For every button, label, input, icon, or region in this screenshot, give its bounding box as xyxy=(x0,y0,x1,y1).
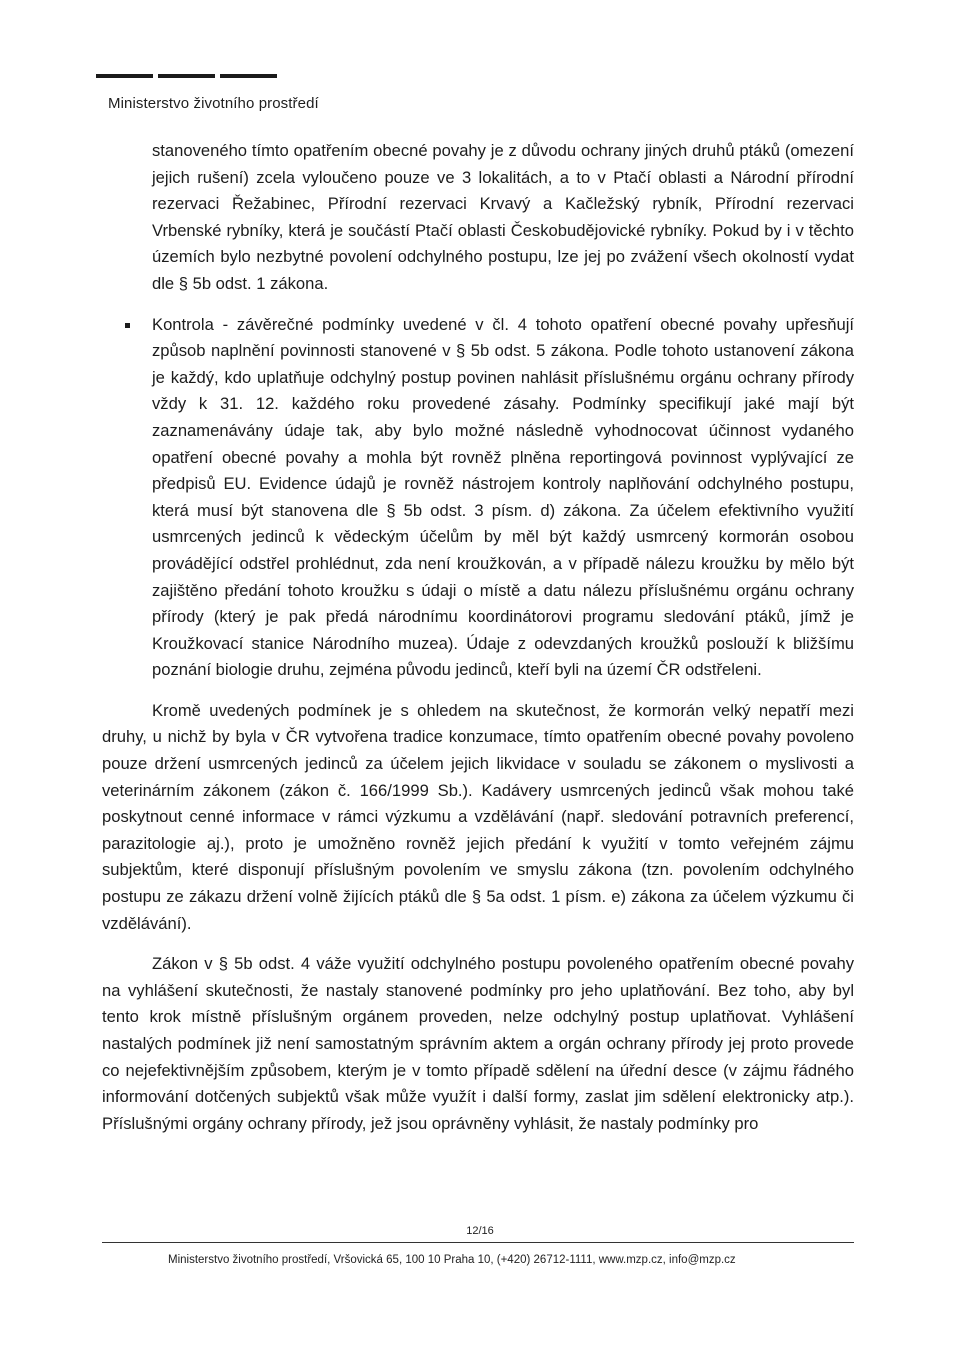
paragraph-zakon: Zákon v § 5b odst. 4 váže využití odchylného postupu povoleného opatřením obecné povahy na vyhlášení skutečnosti, že nastaly stanovené podmínky pro jeho uplatňování. Bez toho, aby byl tento krok místně příslušným orgánem proveden, nelze odchylný postup uplatňovat. Vyhlášení nastalých podmínek již není samostatným správním aktem a orgán ochrany přírody jej proto provede co nejefektivnějším způsobem, kterým je v tomto případě sdělení na úřední desce (v zájmu řádného informování dotčených subjektů však může využít i další formy, zaslat jim sdělení elektronicky atp.). Příslušnými orgány ochrany přírody, jež jsou oprávněny vyhlásit, že nastaly podmínky pro xyxy=(102,954,854,1133)
page-number: 12/16 xyxy=(466,1225,494,1237)
bullet-icon xyxy=(125,323,130,328)
header-decoration-bars xyxy=(96,74,277,78)
bullet-text: Kontrola - závěrečné podmínky uvedené v čl. 4 tohoto opatření obecné povahy upřesňují způsob naplnění povinnosti stanovené v § 5b odst. 5 zákona. Podle tohoto ustanovení zákona je každý, kdo uplatňuje odchylný postup povinen nahlásit příslušnému orgánu ochrany přírody vždy k 31. 12. každého roku provedené zásahy. Podmínky specifikují jaké mají být zaznamenávány údaje tak, aby bylo možné následně vyhodnocovat účinnost vydaného opatření obecné povahy a mohla být rovněž plněna reportingová povinnost vyplývající ze předpisů EU. Evidence údajů je rovněž nástrojem kontroly naplňování odchylného postupu, která musí být stanovena dle § 5b odst. 3 písm. d) zákona. Za účelem efektivního využití usmrcených jedinců k vědeckým účelům by měl být každý usmrcený kormorán osobou provádějící odstřel prohlédnut, zda není kroužkován, a v případě nálezu kroužku by mělo být zajištěno předání tohoto kroužku s údaji o místě a datu nálezu příslušnému orgánu ochrany přírody (který je pak předá národnímu koordinátorovi programu sledování ptáků, jímž je Kroužkovací stanice Národního muzea). Údaje z odevzdaných kroužků poslouží k bližšímu poznání biologie druhu, zejména původu jedinců, kteří byli na území ČR odstřeleni. xyxy=(152,314,854,680)
footer-divider xyxy=(102,1242,854,1243)
paragraph-continuation: stanoveného tímto opatřením obecné povahy je z důvodu ochrany jiných druhů ptáků (omezení jejich rušení) zcela vyloučeno pouze ve 3 lokalitách, a to v Ptačí oblasti a Národní přírodní rezervaci Řežabinec, Přírodní rezervaci Krvavý a Kačležský rybník, Přírodní rezervaci Vrbenské rybníky, která je součástí Ptačí oblasti Českobudějovické rybníky. Pokud by i v těchto územích bylo nezbytné povolení odchylného postupu, lze jej po zvážení všech okolností vydat dle § 5b odst. 1 zákona. xyxy=(152,141,854,293)
header-organization: Ministerstvo životního prostředí xyxy=(108,95,319,112)
footer-contact: Ministerstvo životního prostředí, Vršovická 65, 100 10 Praha 10, (+420) 26712-1111, www.mzp.cz, info@mzp.cz xyxy=(168,1254,736,1266)
document-body xyxy=(102,138,854,1137)
header-bar xyxy=(220,74,277,78)
header-bar xyxy=(96,74,153,78)
paragraph-kormoran: Kromě uvedených podmínek je s ohledem na skutečnost, že kormorán velký nepatří mezi druhy, u nichž by byla v ČR vytvořena tradice konzumace, tímto opatřením obecné povahy povoleno pouze držení usmrcených jedinců za účelem jejich likvidace v souladu se zákonem o myslivosti a veterinárním zákonem (zákon č. 166/1999 Sb.). Kadávery usmrcených jedinců však mohou také poskytnout cenné informace v rámci výzkumu a vzdělávání (např. sledování potravních preferencí, parazitologie aj.), proto je umožněno rovněž jejich předání k využití v tomto veřejném zájmu subjektům, které disponují příslušným povolením ve smyslu zákona (tzn. povolením odchylného postupu ze zákazu držení volně žijících ptáků dle § 5a odst. 1 písm. e) zákona za účelem výzkumu či vzdělávání). xyxy=(102,700,854,933)
header-bar xyxy=(158,74,215,78)
bullet-item-kontrola xyxy=(102,312,854,684)
